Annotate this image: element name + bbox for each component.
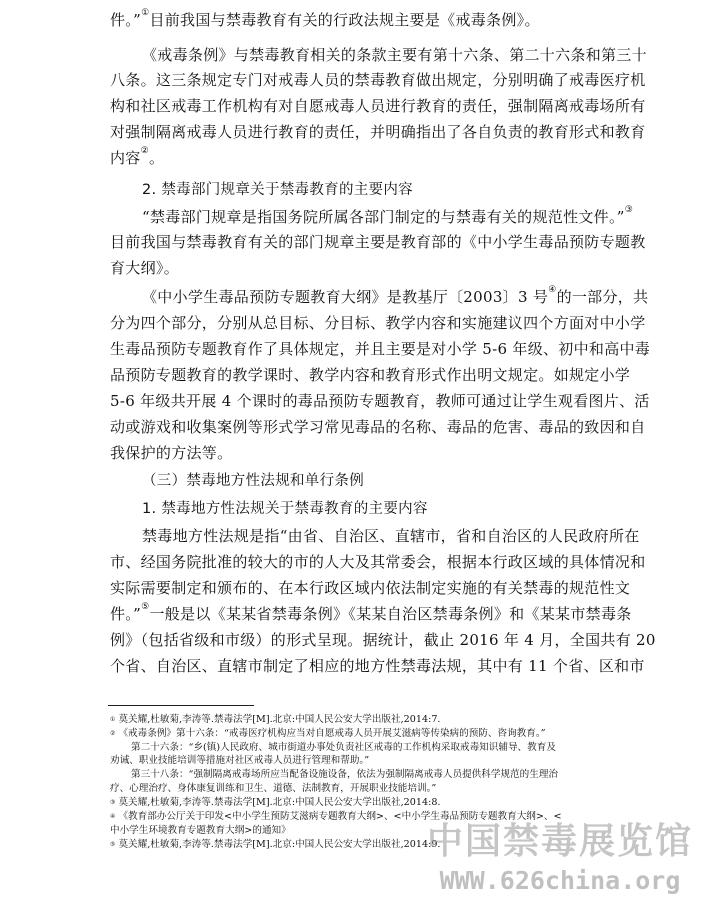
section-heading: [142, 180, 413, 200]
footnote-line: [110, 754, 369, 767]
footnote-text: 《教育部办公厅关于印发<中小学生预防艾滋病专题教育大纲>、<中小学生毒品预防专题教育大纲>、<: [115, 811, 562, 822]
line-text: 件。”: [110, 11, 142, 29]
footnote-number: ②: [110, 730, 116, 737]
footnote-line: [131, 741, 556, 754]
paragraph-line: [110, 443, 232, 463]
footnote-number: ③: [110, 799, 116, 806]
line-text: 内容: [110, 149, 141, 167]
paragraph-line: [110, 391, 650, 411]
footnote-marker[interactable]: ②: [140, 146, 149, 156]
line-text: （三）禁毒地方性法规和单行条例: [142, 473, 364, 489]
footnote-text: 莫关耀,杜敏菊,李涛等.禁毒法学[M].北京:中国人民公安大学出版社,2014:8.: [115, 797, 441, 808]
line-text: 品预防专题教育的教学课时、教学内容和教育形式作出明文规定。如规定小学: [110, 366, 631, 384]
footnote-number: ①: [110, 716, 116, 723]
line-text: 八条。这三条规定专门对戒毒人员的禁毒教育做出规定，分别明确了戒毒医疗机: [110, 71, 646, 89]
footnote-marker[interactable]: ⑤: [141, 602, 150, 612]
paragraph-line: [110, 604, 632, 624]
paragraph-line: [142, 45, 647, 65]
footnote-text: 莫关耀,杜敏菊,李涛等.禁毒法学[M].北京:中国人民公安大学出版社,2014:9.: [115, 839, 441, 850]
line-text: 目前我国与禁毒教育有关的部门规章主要是教育部的《中小学生毒品预防专题教: [110, 233, 646, 251]
paragraph-line: [110, 258, 179, 278]
line-text-continued: 的一部分，共: [556, 288, 649, 306]
line-text: 1. 禁毒地方性法规关于禁毒教育的主要内容: [142, 501, 428, 517]
line-text: 动或游戏和收集案例等形式学习常见毒品的名称、毒品的危害、毒品的致因和自: [110, 418, 646, 436]
line-text: 2. 禁毒部门规章关于禁毒教育的主要内容: [142, 182, 413, 198]
footnote-text: 第三十八条：“强制隔离戒毒场所应当配备设施设备，依法为强制隔离戒毒人员提供科学规范的生理治: [131, 769, 559, 780]
footnote-line: [110, 727, 546, 740]
footnote-line: [110, 796, 440, 809]
paragraph-line: [110, 96, 646, 116]
watermark: [410, 820, 710, 902]
paragraph-line: [110, 313, 646, 333]
watermark-title: 中国禁毒展览馆: [426, 821, 693, 862]
line-text: 对强制隔离戒毒人员进行教育的责任，并明确指出了各自负责的教育形式和教育: [110, 123, 646, 141]
paragraph-line: [142, 526, 640, 546]
footnote-text: 劝诫、职业技能培训等措施对社区戒毒人员进行管理和帮助。”: [110, 755, 370, 766]
watermark-url: WWW.626china.org: [439, 866, 681, 895]
paragraph-line: [110, 630, 656, 650]
line-text-continued: 一般是以《某某省禁毒条例》《某某自治区禁毒条例》和《某某市禁毒条: [149, 605, 632, 623]
line-text: 例》（包括省级和市级）的形式呈现。据统计，截止 2016 年 4 月，全国共有 20: [110, 631, 656, 649]
section-heading: [142, 471, 364, 491]
paragraph-line: [110, 148, 164, 168]
footnote-number: ⑤: [110, 841, 116, 848]
paragraph-line: [110, 232, 646, 252]
footnote-line: [110, 824, 291, 837]
line-text: 育大纲》。: [110, 259, 180, 277]
line-text: 构和社区戒毒工作机构有对自愿戒毒人员进行教育的责任，强制隔离戒毒场所有: [110, 97, 646, 115]
footnote-line: [110, 713, 440, 726]
footnote-marker[interactable]: ④: [548, 285, 557, 295]
paragraph-line: [110, 339, 650, 359]
line-text: 《戒毒条例》与禁毒教育相关的条款主要有第十六条、第二十六条和第三十: [142, 46, 647, 64]
paragraph-line: [110, 552, 646, 572]
footnote-text: 莫关耀,杜敏菊,李涛等.禁毒法学[M].北京:中国人民公安大学出版社,2014:7.: [115, 714, 441, 725]
footnote-marker[interactable]: ①: [141, 8, 150, 18]
footnote-line: [131, 768, 558, 781]
footnote-text: 中小学生环境教育专题教育大纲>的通知》: [110, 825, 291, 836]
line-text-continued: 目前我国与禁毒教育有关的行政法规主要是《戒毒条例》。: [149, 11, 540, 29]
line-text: 《中小学生毒品预防专题教育大纲》是教基厅〔2003〕3 号: [142, 288, 549, 306]
line-text-continued: 。: [148, 149, 165, 167]
line-text: “禁毒部门规章是指国务院所属各部门制定的与禁毒有关的规范性文件。”: [142, 208, 625, 226]
paragraph-line: [142, 207, 633, 227]
line-text: 市、经国务院批准的较大的市的人大及其常委会，根据本行政区域的具体情况和: [110, 553, 646, 571]
line-text: 分为四个部分，分别从总目标、分目标、教学内容和实施建议四个方面对中小学: [110, 314, 646, 332]
section-heading: [142, 499, 428, 519]
paragraph-line: [110, 365, 630, 385]
paragraph-line: [110, 417, 646, 437]
footnote-text: 第二十六条：“乡(镇)人民政府、城市街道办事处负责社区戒毒的工作机构采取戒毒知识辅导、教育及: [131, 742, 556, 753]
line-text: 我保护的方法等。: [110, 444, 233, 462]
footnote-text: 《戒毒条例》第十六条：“戒毒医疗机构应当对自愿戒毒人员开展艾滋病等传染病的预防、咨询教育。”: [115, 728, 546, 739]
paragraph-line: [110, 70, 646, 90]
paragraph-line: [142, 287, 648, 307]
line-text: 5-6 年级共开展 4 个课时的毒品预防专题教育，教师可通过让学生观看图片、活: [110, 392, 650, 410]
footnote-text: 疗、心理治疗、身体康复训练和卫生、道德、法制教育，开展职业技能培训。”: [110, 783, 437, 794]
footnote-line: [110, 782, 436, 795]
line-text: 实际需要制定和颁布的、在本行政区域内依法制定实施的有关禁毒的规范性文: [110, 579, 631, 597]
footnote-line: [110, 838, 440, 851]
line-text: 生毒品预防专题教育作了具体规定，并且主要是对小学 5-6 年级、初中和高中毒: [110, 340, 651, 358]
line-text: 个省、自治区、直辖市制定了相应的地方性禁毒法规，其中有 11 个省、区和市: [110, 657, 645, 675]
footnote-number: ④: [110, 813, 116, 820]
paragraph-line: [110, 578, 630, 598]
paragraph-line: [110, 656, 645, 676]
footnote-separator: [108, 705, 254, 706]
footnote-line: [110, 810, 562, 823]
footnote-marker[interactable]: ③: [624, 205, 634, 215]
paragraph-line: [110, 10, 540, 30]
line-text: 禁毒地方性法规是指“由省、自治区、直辖市，省和自治区的人民政府所在: [142, 527, 640, 545]
paragraph-line: [110, 122, 646, 142]
line-text: 件。”: [110, 605, 142, 623]
